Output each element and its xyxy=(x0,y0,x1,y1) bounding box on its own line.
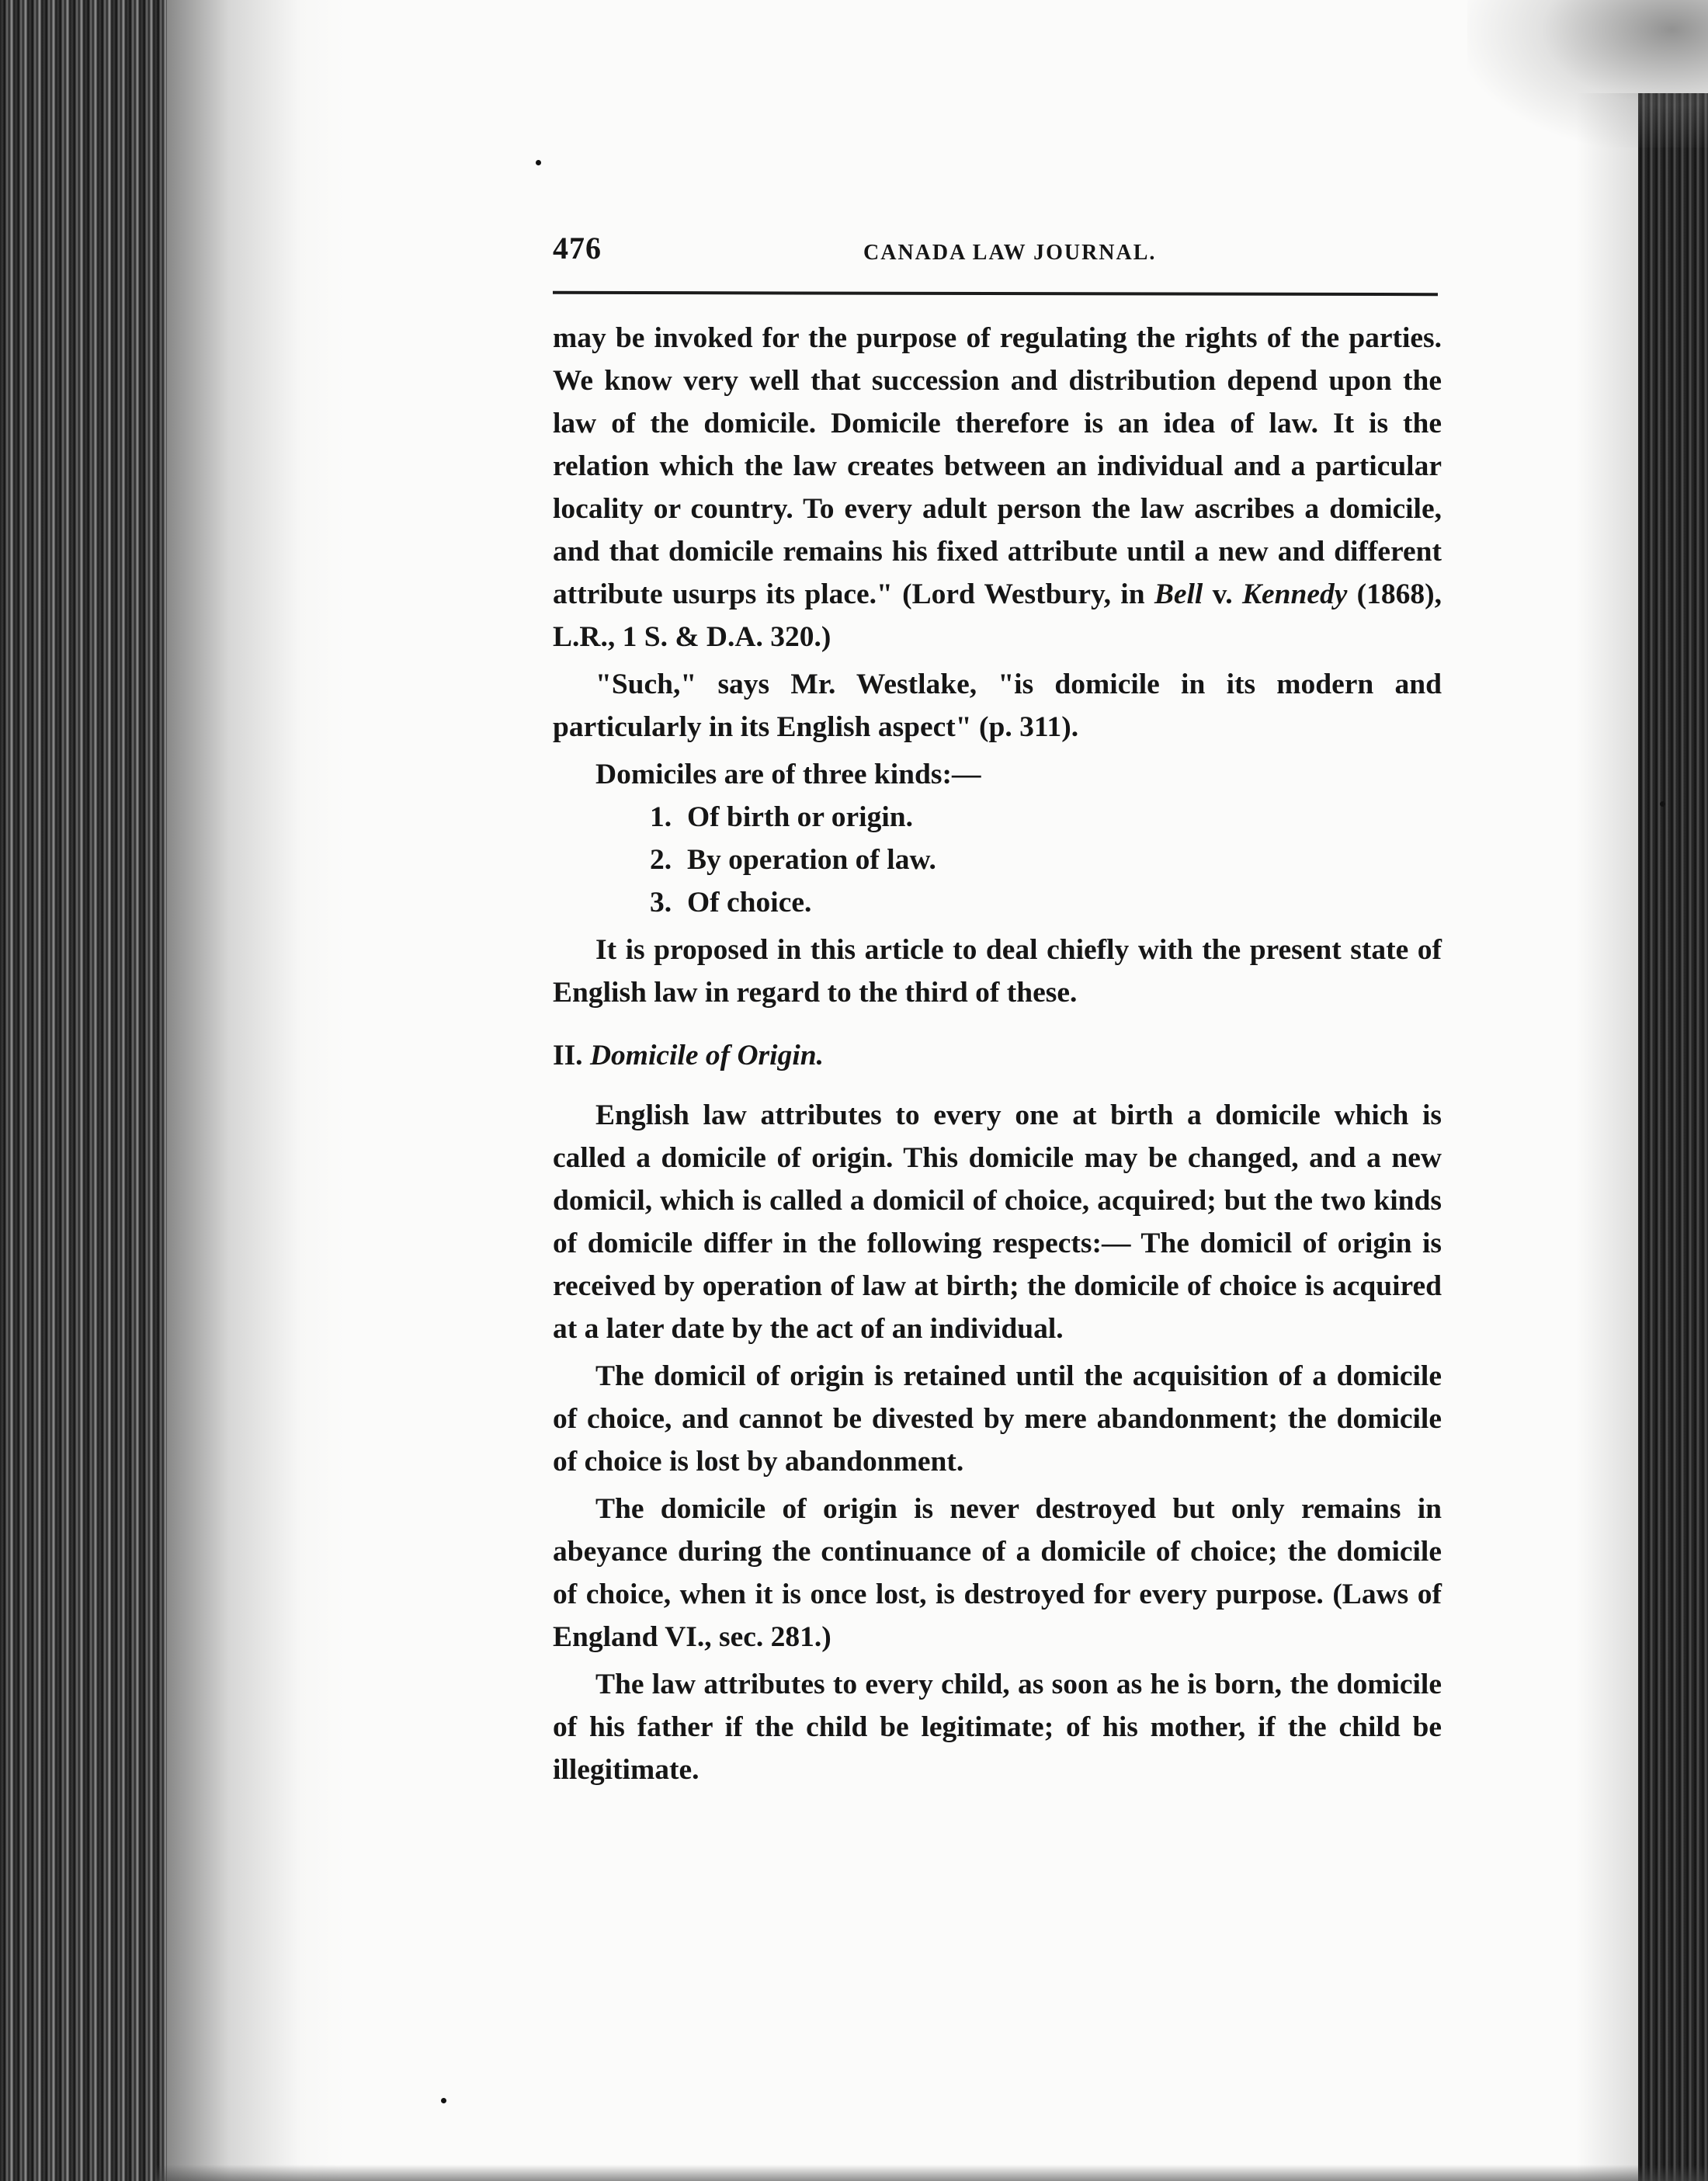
list-item xyxy=(553,796,1442,839)
list-text: Of birth or origin. xyxy=(687,801,913,833)
section-heading xyxy=(553,1034,1442,1077)
list-text: Of choice. xyxy=(687,887,812,919)
paragraph-origin-2: The domicil of origin is retained until the acquisition of a domicile of choice, and cannot be divested by mere abandonment; the domicile of choice is lost by abandonment. xyxy=(553,1360,1442,1478)
list-number: 1. xyxy=(650,801,672,833)
scan-corner-shadow xyxy=(1467,0,1708,148)
paragraph-origin-4: The law attributes to every child, as soon as he is born, the domicile of his father if the child be legitimate; of his mother, if the child be illegitimate. xyxy=(553,1669,1442,1786)
case-name-bell: Bell xyxy=(1154,578,1203,610)
list-item xyxy=(553,839,1442,881)
list-intro: Domiciles are of three kinds:— xyxy=(595,759,981,790)
paragraph-origin-3: The domicile of origin is never destroyed but only remains in abeyance during the continuance of a domicile of choice; the domicile of choice, when it is once lost, is destroyed for every purpose. (Laws of England VI., sec. 281.) xyxy=(553,1493,1442,1653)
page-edge-fade-right xyxy=(1576,93,1638,2181)
list-item xyxy=(553,881,1442,924)
running-head: CANADA LAW JOURNAL. xyxy=(863,241,1157,265)
paragraph-origin-1: English law attributes to every one at birth a domicile which is called a domicile of origin. This domicile may be changed, and a new domicil, which is called a domicil of choice, acquired; but the two kinds of domicile differ in the following respects:— The domicil of origin is received by operation of law at birth; the domicile of choice is acquired at a later date by the act of an individual. xyxy=(553,1099,1442,1345)
paragraph-continued xyxy=(553,317,1442,658)
section-number: II. xyxy=(553,1040,583,1071)
article-body xyxy=(553,317,1442,1791)
page-edge-shadow-bottom xyxy=(155,2165,1708,2181)
book-binding-shadow-left xyxy=(0,0,167,2181)
paragraph-text: may be invoked for the purpose of regulating the rights of the parties. We know very well that succession and distribution depend upon the law of the domicile. Domicile therefore is an idea of law. It is the relation which the law creates between an individual and a particular locality or country. To every adult person the law ascribes a domicile, and that domicile remains his fixed attribute until a new and different attribute usurps its place." (Lord Westbury, in xyxy=(553,322,1442,610)
page-number: 476 xyxy=(553,231,602,266)
case-citation: (1868), L.R., 1 S. & D.A. 320.) xyxy=(553,578,1442,653)
scan-speck xyxy=(1660,801,1665,807)
section-title: Domicile of Origin. xyxy=(589,1040,824,1071)
scan-speck xyxy=(536,160,541,165)
scan-speck xyxy=(441,2098,446,2103)
list-number: 2. xyxy=(650,844,672,876)
paragraph-proposal: It is proposed in this article to deal chiefly with the present state of English law in regard to the third of these. xyxy=(553,934,1442,1009)
case-name-kennedy: Kennedy xyxy=(1241,578,1348,610)
list-number: 3. xyxy=(650,887,672,919)
page-header xyxy=(553,230,1446,276)
case-versus: v. xyxy=(1203,578,1242,610)
paragraph-westlake: "Such," says Mr. Westlake, "is domicile in its modern and particularly in its English aspect" (p. 311). xyxy=(553,669,1442,743)
page-edge-shadow-right xyxy=(1638,93,1708,2181)
binding-fade-left xyxy=(167,0,345,2181)
list-text: By operation of law. xyxy=(687,844,936,876)
